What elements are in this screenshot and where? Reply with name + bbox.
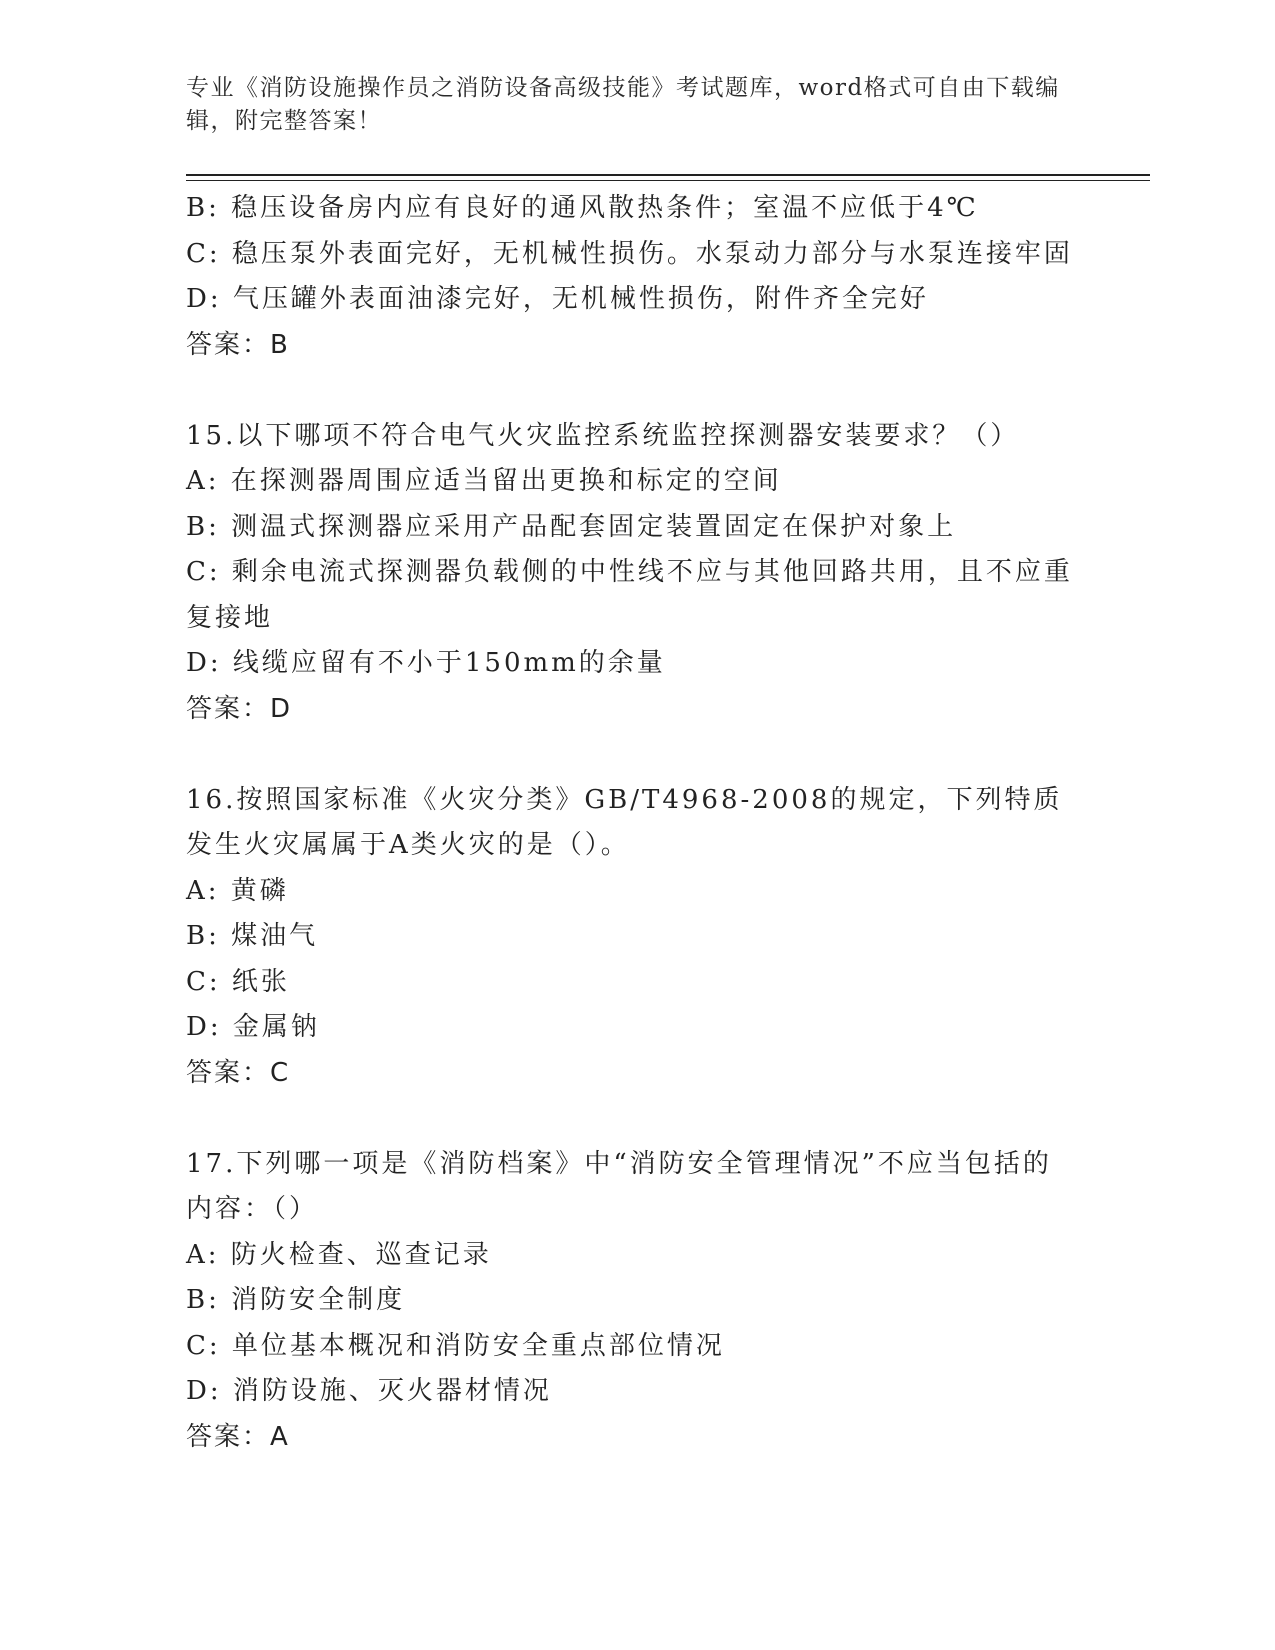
question-stem: 15.以下哪项不符合电气火灾监控系统监控探测器安装要求？（） bbox=[186, 420, 1020, 451]
page-header: 专业《消防设施操作员之消防设备高级技能》考试题库，word格式可自由下载编辑，附完整答案！ bbox=[186, 75, 1060, 134]
option-d: D: 消防设施、灭火器材情况 bbox=[186, 1376, 552, 1406]
option-d: D: 金属钠 bbox=[186, 1012, 320, 1042]
question-17-block bbox=[186, 1142, 1076, 1461]
option-a: A: 防火检查、巡查记录 bbox=[186, 1239, 492, 1270]
question-list bbox=[186, 186, 1076, 1460]
option-c: C: 稳压泵外表面完好，无机械性损伤。水泵动力部分与水泵连接牢固 bbox=[186, 238, 1073, 269]
option-c: C: 剩余电流式探测器负载侧的中性线不应与其他回路共用，且不应重复接地 bbox=[186, 557, 1073, 633]
option-b: B: 测温式探测器应采用产品配套固定装置固定在保护对象上 bbox=[186, 511, 957, 542]
option-a: A: 黄磷 bbox=[186, 875, 289, 906]
question-stem: 17.下列哪一项是《消防档案》中“消防安全管理情况”不应当包括的内容：（） bbox=[186, 1148, 1052, 1224]
answer: 答案：B bbox=[186, 329, 290, 360]
option-c: C: 单位基本概况和消防安全重点部位情况 bbox=[186, 1330, 725, 1361]
answer: 答案：A bbox=[186, 1421, 290, 1452]
option-a: A: 在探测器周围应适当留出更换和标定的空间 bbox=[186, 466, 782, 496]
option-b: B: 稳压设备房内应有良好的通风散热条件；室温不应低于4℃ bbox=[186, 193, 979, 223]
option-c: C: 纸张 bbox=[186, 966, 290, 997]
question-15-block bbox=[186, 414, 1076, 733]
option-b: B: 消防安全制度 bbox=[186, 1285, 406, 1315]
question-stem: 16.按照国家标准《火灾分类》GB/T4968-2008的规定，下列特质发生火灾属属于A类火灾的是（）。 bbox=[186, 784, 1063, 860]
option-d: D: 线缆应留有不小于150mm的余量 bbox=[186, 648, 666, 678]
answer: 答案：D bbox=[186, 693, 293, 724]
option-b: B: 煤油气 bbox=[186, 921, 319, 951]
answer: 答案：C bbox=[186, 1057, 291, 1088]
header-divider-thin bbox=[186, 180, 1150, 181]
question-16-block bbox=[186, 778, 1076, 1097]
option-d: D: 气压罐外表面油漆完好，无机械性损伤，附件齐全完好 bbox=[186, 284, 929, 314]
question-14-block bbox=[186, 186, 1076, 368]
header-divider-thick bbox=[186, 174, 1150, 176]
